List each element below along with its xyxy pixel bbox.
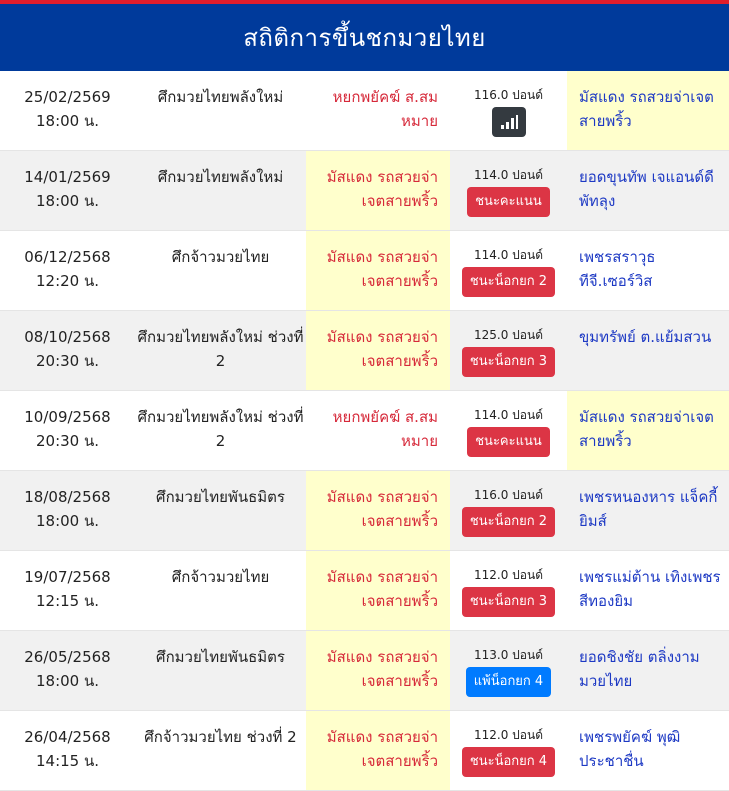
fight-time: 12:20 น. xyxy=(35,272,100,290)
blue-corner-cell xyxy=(567,391,729,470)
result-badge: ชนะน็อกยก 2 xyxy=(462,267,555,297)
blue-corner-fighter[interactable]: มัสแดง รถสวยจ่าเจตสายพริ้ว xyxy=(579,88,714,130)
blue-corner-fighter[interactable]: เพชรสราวุธ ทีจี.เซอร์วิส xyxy=(579,248,656,290)
fight-date-cell xyxy=(0,71,135,150)
fight-row xyxy=(0,71,729,151)
event-name: ศึกจ้าวมวยไทย xyxy=(171,568,270,586)
event-cell xyxy=(135,391,306,470)
fight-time: 12:15 น. xyxy=(35,592,100,610)
fight-time: 14:15 น. xyxy=(35,752,100,770)
blue-corner-fighter[interactable]: เพชรหนองหาร แจ็คกี้ยิมส์ xyxy=(579,488,718,530)
weight-label: 125.0 ปอนด์ xyxy=(474,328,543,342)
result-badge: แพ้น็อกยก 4 xyxy=(466,667,551,697)
result-cell xyxy=(450,631,567,710)
red-corner-cell xyxy=(306,631,450,710)
fight-time: 18:00 น. xyxy=(35,512,100,530)
red-corner-fighter[interactable]: มัสแดง รถสวยจ่าเจตสายพริ้ว xyxy=(326,328,438,370)
fight-date: 19/07/2568 xyxy=(24,568,111,586)
blue-corner-fighter[interactable]: ขุมทรัพย์ ต.แย้มสวน xyxy=(579,328,712,346)
result-cell xyxy=(450,551,567,630)
event-cell xyxy=(135,231,306,310)
fight-row xyxy=(0,391,729,471)
fight-date-cell xyxy=(0,311,135,390)
event-name: ศึกมวยไทยพลังใหม่ xyxy=(157,88,284,106)
blue-corner-fighter[interactable]: มัสแดง รถสวยจ่าเจตสายพริ้ว xyxy=(579,408,714,450)
result-badge: ชนะน็อกยก 4 xyxy=(462,747,555,777)
blue-corner-cell xyxy=(567,711,729,790)
fight-date-cell xyxy=(0,231,135,310)
fight-date: 08/10/2568 xyxy=(24,328,111,346)
blue-corner-cell xyxy=(567,471,729,550)
event-cell xyxy=(135,631,306,710)
blue-corner-cell xyxy=(567,551,729,630)
fight-row xyxy=(0,231,729,311)
fight-date-cell xyxy=(0,631,135,710)
result-cell xyxy=(450,391,567,470)
result-cell xyxy=(450,151,567,230)
blue-corner-fighter[interactable]: ยอดชิงชัย ตลิ่งงามมวยไทย xyxy=(579,648,700,690)
fight-date: 10/09/2568 xyxy=(24,408,111,426)
fight-time: 18:00 น. xyxy=(35,672,100,690)
red-corner-cell xyxy=(306,711,450,790)
red-corner-fighter[interactable]: มัสแดง รถสวยจ่าเจตสายพริ้ว xyxy=(326,568,438,610)
blue-corner-cell xyxy=(567,71,729,150)
result-cell xyxy=(450,231,567,310)
blue-corner-fighter[interactable]: เพชรแม่ต้าน เทิงเพชรสีทองยิม xyxy=(579,568,721,610)
event-cell xyxy=(135,151,306,230)
blue-corner-fighter[interactable]: เพชรพยัคฆ์ พุฒิประชาชื่น xyxy=(579,728,681,770)
result-badge: ชนะคะแนน xyxy=(467,187,550,217)
fight-date: 26/05/2568 xyxy=(24,648,111,666)
weight-label: 116.0 ปอนด์ xyxy=(474,488,543,502)
event-cell xyxy=(135,551,306,630)
red-corner-fighter[interactable]: มัสแดง รถสวยจ่าเจตสายพริ้ว xyxy=(326,648,438,690)
event-name: ศึกจ้าวมวยไทย ช่วงที่ 2 xyxy=(144,728,297,746)
result-badge: ชนะน็อกยก 2 xyxy=(462,507,555,537)
weight-label: 112.0 ปอนด์ xyxy=(474,728,543,742)
event-cell xyxy=(135,471,306,550)
result-cell xyxy=(450,311,567,390)
weight-label: 114.0 ปอนด์ xyxy=(474,248,543,262)
fight-date-cell xyxy=(0,151,135,230)
event-name: ศึกจ้าวมวยไทย xyxy=(171,248,270,266)
fight-date-cell xyxy=(0,711,135,790)
event-cell xyxy=(135,311,306,390)
weight-label: 114.0 ปอนด์ xyxy=(474,168,543,182)
red-corner-fighter[interactable]: มัสแดง รถสวยจ่าเจตสายพริ้ว xyxy=(326,488,438,530)
result-cell xyxy=(450,711,567,790)
fight-row xyxy=(0,711,729,791)
red-corner-fighter[interactable]: มัสแดง รถสวยจ่าเจตสายพริ้ว xyxy=(326,248,438,290)
page-header xyxy=(0,4,729,71)
weight-label: 114.0 ปอนด์ xyxy=(474,408,543,422)
result-badge: ชนะน็อกยก 3 xyxy=(462,347,555,377)
result-badge: ชนะน็อกยก 3 xyxy=(462,587,555,617)
fight-row xyxy=(0,151,729,231)
event-name: ศึกมวยไทยพลังใหม่ ช่วงที่ 2 xyxy=(137,328,304,370)
blue-corner-cell xyxy=(567,631,729,710)
event-name: ศึกมวยไทยพลังใหม่ ช่วงที่ 2 xyxy=(137,408,304,450)
red-corner-cell xyxy=(306,551,450,630)
fight-date: 14/01/2569 xyxy=(24,168,111,186)
blue-corner-cell xyxy=(567,311,729,390)
fight-date: 18/08/2568 xyxy=(24,488,111,506)
fight-row xyxy=(0,471,729,551)
fight-date: 06/12/2568 xyxy=(24,248,111,266)
fight-time: 18:00 น. xyxy=(35,192,100,210)
bar-chart-icon[interactable] xyxy=(492,107,526,137)
red-corner-cell xyxy=(306,471,450,550)
event-cell xyxy=(135,71,306,150)
red-corner-fighter[interactable]: หยกพยัคฆ์ ส.สมหมาย xyxy=(332,88,438,130)
event-name: ศึกมวยไทยพันธมิตร xyxy=(156,488,285,506)
weight-label: 112.0 ปอนด์ xyxy=(474,568,543,582)
red-corner-cell xyxy=(306,151,450,230)
result-badge: ชนะคะแนน xyxy=(467,427,550,457)
event-name: ศึกมวยไทยพันธมิตร xyxy=(156,648,285,666)
red-corner-fighter[interactable]: มัสแดง รถสวยจ่าเจตสายพริ้ว xyxy=(326,168,438,210)
result-cell xyxy=(450,471,567,550)
red-corner-cell xyxy=(306,71,450,150)
blue-corner-cell xyxy=(567,151,729,230)
weight-label: 113.0 ปอนด์ xyxy=(474,648,543,662)
red-corner-cell xyxy=(306,391,450,470)
red-corner-cell xyxy=(306,311,450,390)
fight-date-cell xyxy=(0,391,135,470)
event-cell xyxy=(135,711,306,790)
fight-row xyxy=(0,551,729,631)
event-name: ศึกมวยไทยพลังใหม่ xyxy=(157,168,284,186)
blue-corner-cell xyxy=(567,231,729,310)
fight-time: 20:30 น. xyxy=(35,352,100,370)
weight-label: 116.0 ปอนด์ xyxy=(474,88,543,102)
fight-row xyxy=(0,631,729,711)
result-cell xyxy=(450,71,567,150)
fight-date: 25/02/2569 xyxy=(24,88,111,106)
red-corner-fighter[interactable]: หยกพยัคฆ์ ส.สมหมาย xyxy=(332,408,438,450)
fight-date-cell xyxy=(0,471,135,550)
red-corner-cell xyxy=(306,231,450,310)
fight-date-cell xyxy=(0,551,135,630)
red-corner-fighter[interactable]: มัสแดง รถสวยจ่าเจตสายพริ้ว xyxy=(326,728,438,770)
page-title: สถิติการขึ้นชกมวยไทย xyxy=(243,24,486,52)
fight-time: 18:00 น. xyxy=(35,112,100,130)
fight-date: 26/04/2568 xyxy=(24,728,111,746)
fight-time: 20:30 น. xyxy=(35,432,100,450)
blue-corner-fighter[interactable]: ยอดขุนทัพ เจแอนด์ดีพัทลุง xyxy=(579,168,714,210)
fight-row xyxy=(0,311,729,391)
fight-history-table xyxy=(0,71,729,791)
